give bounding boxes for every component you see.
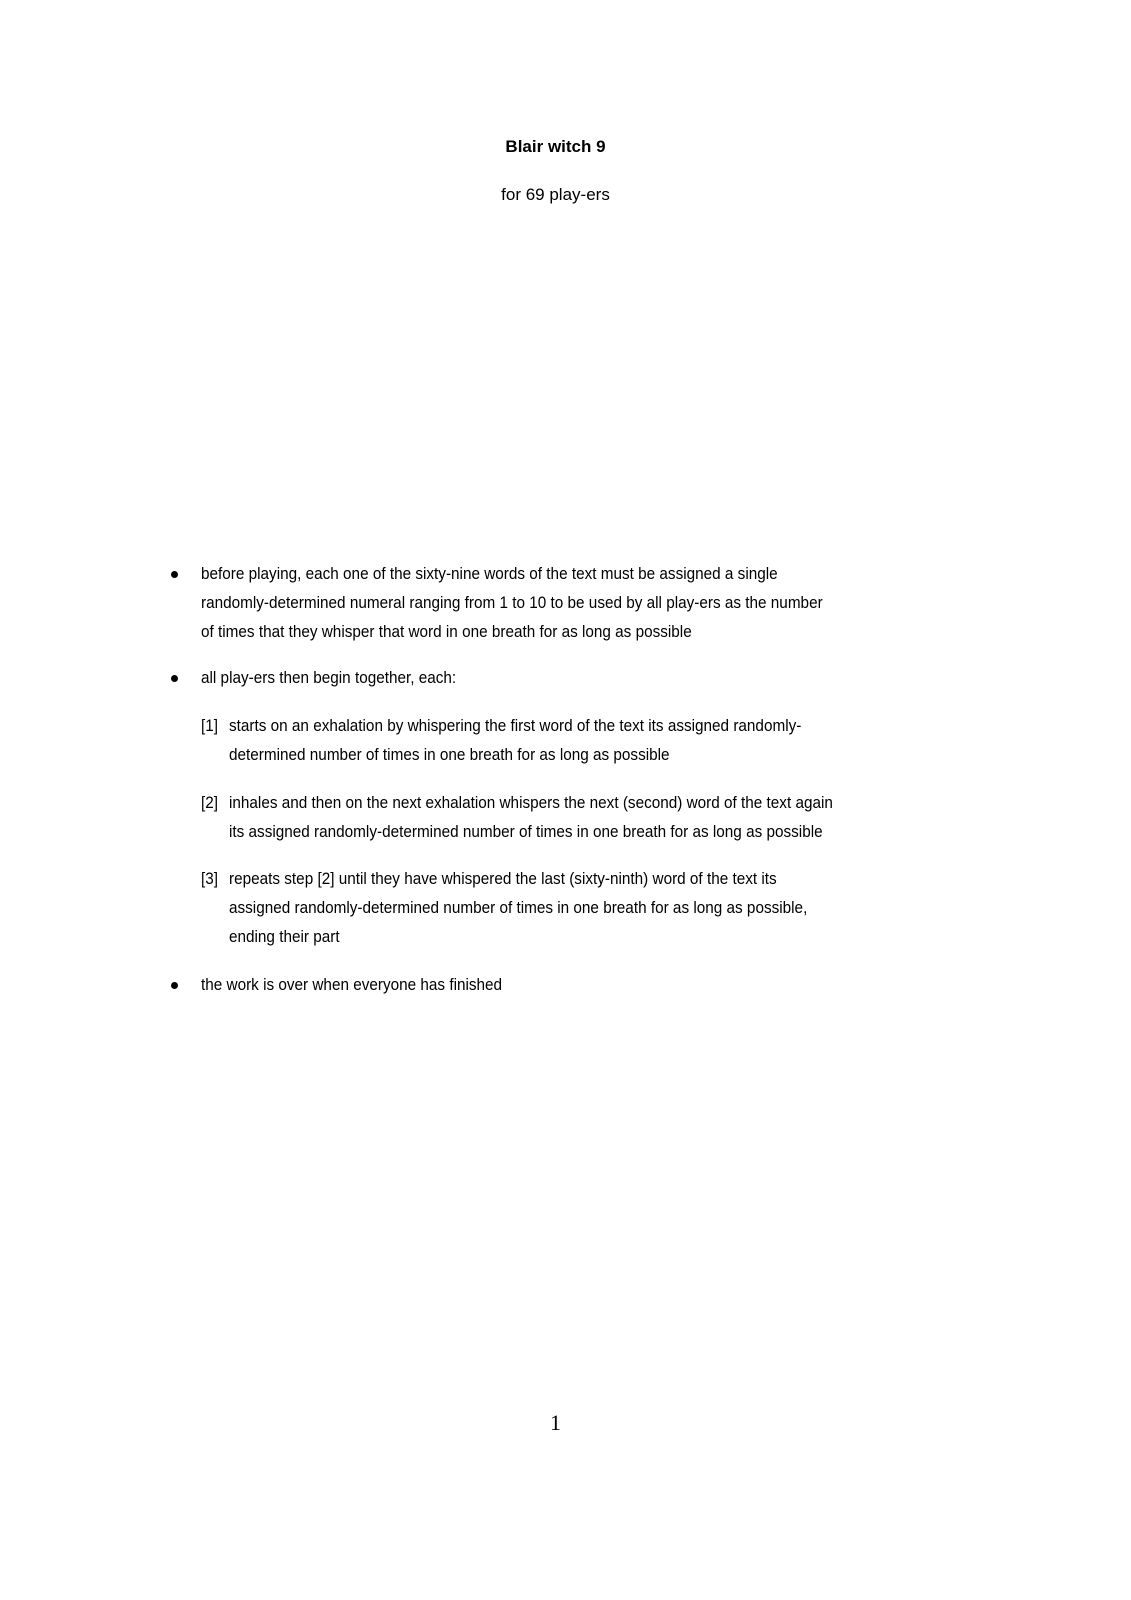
step-2-label: [2]	[201, 793, 219, 812]
bullet-icon	[171, 571, 178, 578]
document-title: Blair witch 9	[505, 137, 606, 156]
bullet-icon	[171, 675, 178, 682]
document-subtitle: for 69 play-ers	[501, 185, 610, 204]
step-3-label: [3]	[201, 869, 219, 888]
step-2-line: inhales and then on the next exhalation whispers the next (second) word of the text again	[229, 793, 833, 812]
bullet-3-line: the work is over when everyone has finished	[201, 975, 503, 994]
step-3-line: repeats step [2] until they have whispered the last (sixty-ninth) word of the text its	[229, 869, 777, 888]
bullet-2-line: all play-ers then begin together, each:	[201, 668, 457, 687]
step-1-line: determined number of times in one breath for as long as possible	[229, 745, 670, 764]
bullet-1-line: randomly-determined numeral ranging from 1 to 10 to be used by all play-ers as the number	[201, 593, 823, 612]
bullet-icon	[171, 982, 178, 989]
step-3-line: ending their part	[229, 927, 340, 946]
step-3-line: assigned randomly-determined number of times in one breath for as long as possible,	[229, 898, 808, 917]
page-number: 1	[550, 1410, 561, 1435]
step-2-line: its assigned randomly-determined number of times in one breath for as long as possible	[229, 822, 823, 841]
step-1-line: starts on an exhalation by whispering the first word of the text its assigned randomly-	[229, 716, 802, 735]
bullet-1-line: of times that they whisper that word in one breath for as long as possible	[201, 622, 692, 641]
bullet-1-line: before playing, each one of the sixty-nine words of the text must be assigned a single	[201, 564, 778, 583]
step-1-label: [1]	[201, 716, 219, 735]
